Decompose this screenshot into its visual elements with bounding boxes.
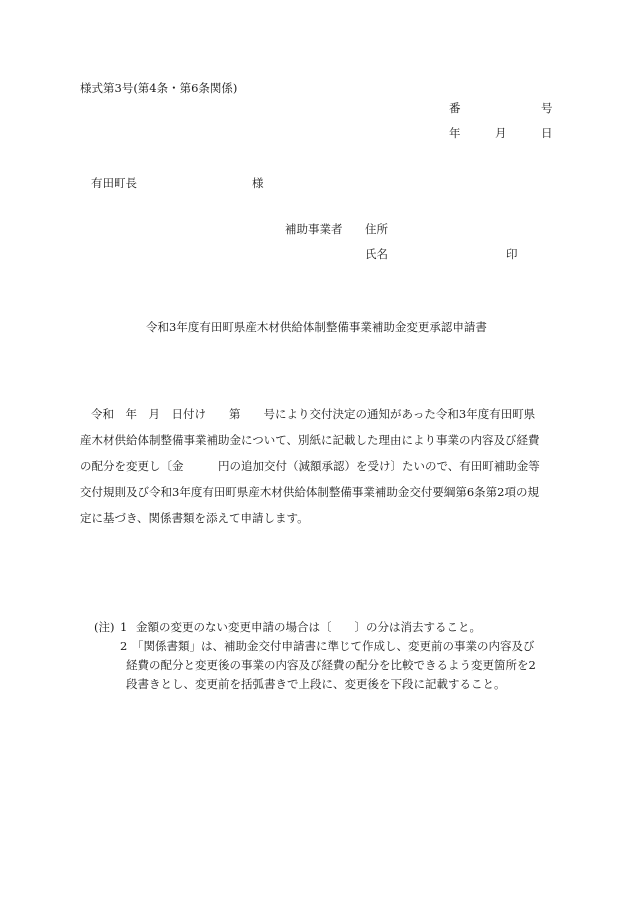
address-label: 住所 (365, 222, 388, 236)
notes-prefix: (注) (94, 620, 115, 634)
note-text: 「関係書類」は、補助金交付申請書に準じて作成し、変更前の事業の内容及び (132, 639, 535, 653)
note-number: 1 (120, 620, 128, 634)
name-label: 氏名 (365, 247, 388, 261)
note-number: 2 (120, 639, 128, 653)
note-text: 段書きとし、変更前を括弧書きで上段に、変更後を下段に記載すること。 (126, 677, 506, 691)
body-paragraph (80, 401, 556, 531)
note-text: 経費の配分と変更後の事業の内容及び経費の配分を比較できるよう変更箇所を2 (126, 658, 536, 672)
body-line: 定に基づき、関係書類を添えて申請します。 (80, 511, 309, 525)
document-title: 令和3年度有田町県産木材供給体制整備事業補助金変更承認申請書 (146, 320, 487, 334)
applicant-label: 補助事業者 (285, 222, 343, 236)
form-number: 様式第3号(第4条・第6条関係) (80, 81, 238, 95)
seal-label: 印 (506, 247, 518, 261)
body-line: の配分を変更し〔金 円の追加交付（減額承認）を受け〕たいので、有田町補助金等 (80, 459, 540, 473)
addressee: 有田町長 様 (91, 176, 264, 190)
document-number-line: 番 号 (449, 101, 553, 115)
body-line: 交付規則及び令和3年度有田町県産木材供給体制整備事業補助金交付要綱第6条第2項の規 (80, 485, 539, 499)
date-line: 年 月 日 (449, 126, 553, 140)
body-line: 産木材供給体制整備事業補助金について、別紙に記載した理由により事業の内容及び経費 (80, 433, 540, 447)
body-line: 令和 年 月 日付け 第 号により交付決定の通知があった令和3年度有田町県 (91, 407, 536, 421)
note-text: 金額の変更のない変更申請の場合は〔 〕の分は消去すること。 (136, 620, 481, 634)
